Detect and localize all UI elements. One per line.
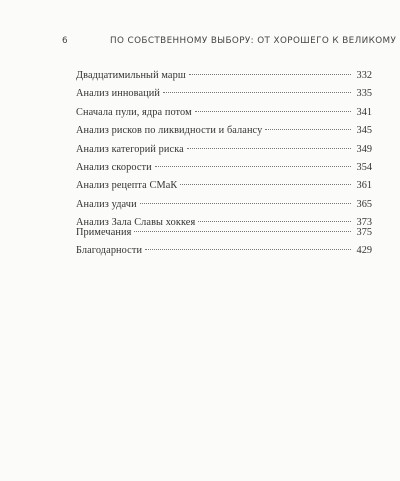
toc-entry-page: 354: [356, 161, 372, 173]
toc-entry-page: 332: [356, 70, 372, 81]
toc-entry-page: 341: [356, 106, 372, 118]
toc-entry: [76, 199, 372, 217]
toc-entry-page: 345: [356, 125, 372, 137]
toc-entry-page: 349: [356, 143, 372, 155]
toc-entry-title: Сначала пули, ядра потом: [76, 106, 192, 118]
toc-entry-title: Анализ Зала Славы хоккея: [76, 217, 196, 229]
dot-leader: [198, 221, 351, 222]
toc-entry-page: 335: [356, 88, 372, 100]
toc-section-backmatter: [76, 227, 372, 264]
toc-entry: [76, 125, 372, 143]
toc-entry-page: 365: [356, 198, 372, 210]
running-head: [62, 36, 397, 46]
dot-leader: [187, 148, 351, 149]
dot-leader: [163, 92, 351, 93]
toc-entry-title: Двадцатимильный марш: [76, 70, 186, 81]
toc-entry-page: 373: [356, 217, 372, 229]
toc-entry-title: Анализ удачи: [76, 198, 137, 210]
toc-entry: [76, 227, 372, 245]
toc-entry-title: Анализ рецепта СМаК: [76, 180, 178, 192]
toc-entry-page: 429: [356, 245, 372, 257]
dot-leader: [155, 166, 351, 167]
toc-entry: [76, 162, 372, 180]
toc-entry-title: Анализ рисков по ликвидности и балансу: [76, 125, 263, 137]
toc-entry-title: Анализ скорости: [76, 161, 152, 173]
dot-leader: [195, 111, 351, 112]
toc-entry: [76, 70, 372, 88]
dot-leader: [145, 249, 351, 250]
toc-entry-title: Анализ инноваций: [76, 88, 161, 100]
toc-section-chapters: [76, 70, 372, 236]
toc-entry: [76, 88, 372, 106]
toc-entry: [76, 180, 372, 198]
dot-leader: [140, 203, 351, 204]
dot-leader: [265, 129, 351, 130]
toc-entry-title: Благодарности: [76, 245, 143, 257]
toc-entry-page: 361: [356, 180, 372, 192]
toc-entry-page: 375: [356, 227, 372, 238]
toc-entry: [76, 144, 372, 162]
toc-entry-title: Примечания: [76, 227, 132, 238]
dot-leader: [180, 184, 351, 185]
toc-entry: [76, 245, 372, 263]
dot-leader: [134, 231, 351, 232]
dot-leader: [189, 74, 351, 75]
page-number: 6: [62, 36, 68, 46]
toc-entry-title: Анализ категорий риска: [76, 143, 184, 155]
toc-entry: [76, 107, 372, 125]
running-head-title: ПО СОБСТВЕННОМУ ВЫБОРУ: ОТ ХОРОШЕГО К ВЕЛИКОМУ: [110, 36, 397, 46]
